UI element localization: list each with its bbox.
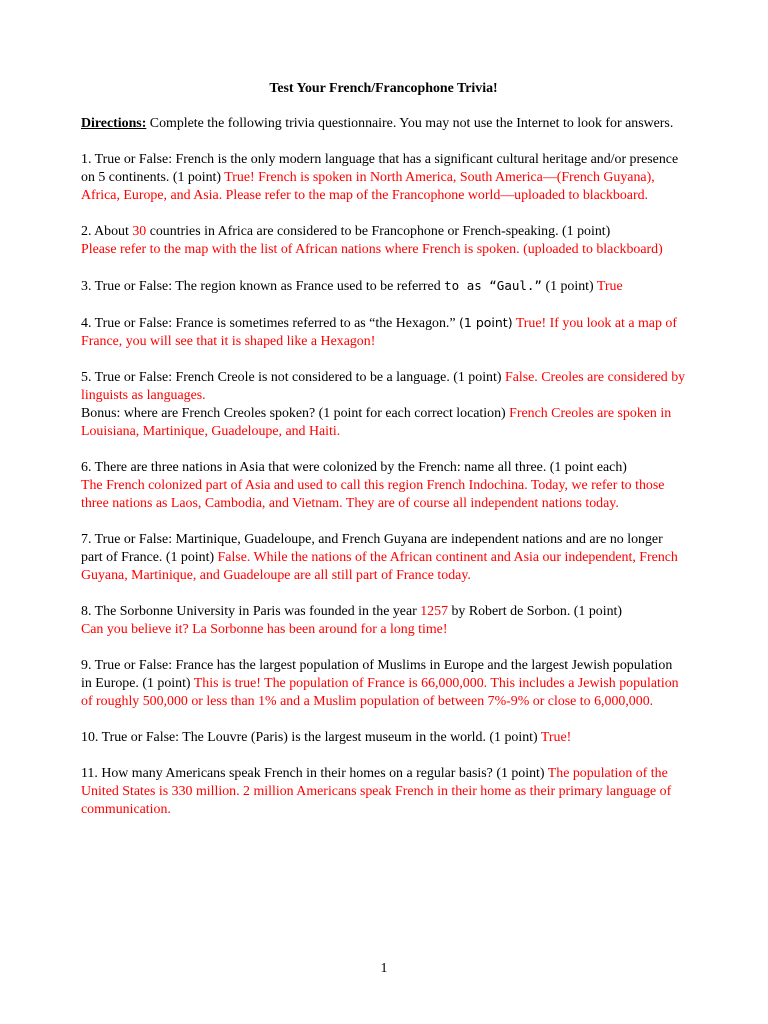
question-4 xyxy=(81,314,686,351)
question-text: to as “Gaul.” xyxy=(444,278,542,293)
answer-text: True! If you look at a map of France, you will see that it is shaped like a Hexagon! xyxy=(81,316,677,349)
directions xyxy=(81,115,686,133)
question-11 xyxy=(81,765,686,819)
question-text: by Robert de Sorbon. (1 point) xyxy=(448,604,623,619)
question-text: 11. How many Americans speak French in their homes on a regular basis? (1 point) xyxy=(81,766,548,781)
question-7 xyxy=(81,531,686,585)
question-text: (1 point) xyxy=(459,315,513,330)
directions-text: Complete the following trivia questionnaire. You may not use the Internet to look for answers. xyxy=(146,116,674,131)
question-text: 2. About xyxy=(81,224,133,239)
answer-number: 30 xyxy=(132,224,147,239)
question-8 xyxy=(81,603,686,639)
page-title: Test Your French/Francophone Trivia! xyxy=(269,81,498,96)
question-6 xyxy=(81,459,686,513)
answer-text: Can you believe it? La Sorbonne has been around for a long time! xyxy=(81,622,448,637)
answer-text: True! xyxy=(540,730,572,745)
question-2 xyxy=(81,223,686,259)
question-text: 6. There are three nations in Asia that were colonized by the French: name all three. (1 point each) xyxy=(81,460,627,475)
answer-text: This is true! The population of France is 66,000,000. This includes a Jewish population of roughly 500,000 or less than 1% and a Muslim population of between 7%-9% or close to 6,000,000. xyxy=(81,676,679,709)
question-3 xyxy=(81,277,686,296)
question-text: 5. True or False: French Creole is not considered to be a language. (1 point) xyxy=(81,370,505,385)
question-text: 1. True or False: French is the only modern language that has a significant cultural heritage and/or presence on 5 continents. (1 point) xyxy=(81,152,679,185)
question-text: (1 point) xyxy=(541,279,597,294)
question-text: 8. The Sorbonne University in Paris was founded in the year xyxy=(81,604,421,619)
page-number: 1 xyxy=(380,961,388,976)
question-1 xyxy=(81,151,686,205)
bonus-question: Bonus: where are French Creoles spoken? (1 point for each correct location) xyxy=(81,406,510,421)
answer-text: True! French is spoken in North America, South America—(French Guyana), Africa, Europe, and Asia. Please refer to the map of the Francophone world—uploaded to blackboard. xyxy=(81,170,655,203)
answer-text: The French colonized part of Asia and used to call this region French Indochina. Today, we refer to those three nations as Laos, Cambodia, and Vietnam. They are of course all independent nations today. xyxy=(81,478,665,511)
question-10 xyxy=(81,729,686,747)
answer-text: True xyxy=(596,279,623,294)
question-5 xyxy=(81,369,686,441)
directions-label: Directions: xyxy=(81,116,147,131)
question-9 xyxy=(81,657,686,711)
question-text: 9. True or False: France has the largest population of Muslims in Europe and the largest Jewish population in Europe. (1 point) xyxy=(81,658,673,691)
answer-text: False. Creoles are considered by linguists as languages. xyxy=(81,370,686,403)
question-text: countries in Africa are considered to be Francophone or French-speaking. (1 point) xyxy=(146,224,611,239)
question-text: 3. True or False: The region known as France used to be referred xyxy=(81,279,445,294)
bonus-answer: French Creoles are spoken in Louisiana, Martinique, Guadeloupe, and Haiti. xyxy=(81,406,672,439)
answer-number: 1257 xyxy=(420,604,449,619)
question-text: 10. True or False: The Louvre (Paris) is the largest museum in the world. (1 point) xyxy=(81,730,541,745)
question-text: 7. True or False: Martinique, Guadeloupe, and French Guyana are independent nations and are no longer part of France. (1 point) xyxy=(81,532,663,565)
answer-text: The population of the United States is 330 million. 2 million Americans speak French in their home as their primary language of communication. xyxy=(81,766,672,817)
answer-text: False. While the nations of the African continent and Asia our independent, French Guyana, Martinique, and Guadeloupe are all still part of France today. xyxy=(81,550,678,583)
question-text: 4. True or False: France is sometimes referred to as “the Hexagon.” xyxy=(81,316,460,331)
answer-text: Please refer to the map with the list of African nations where French is spoken. (uploaded to blackboard) xyxy=(81,242,663,257)
